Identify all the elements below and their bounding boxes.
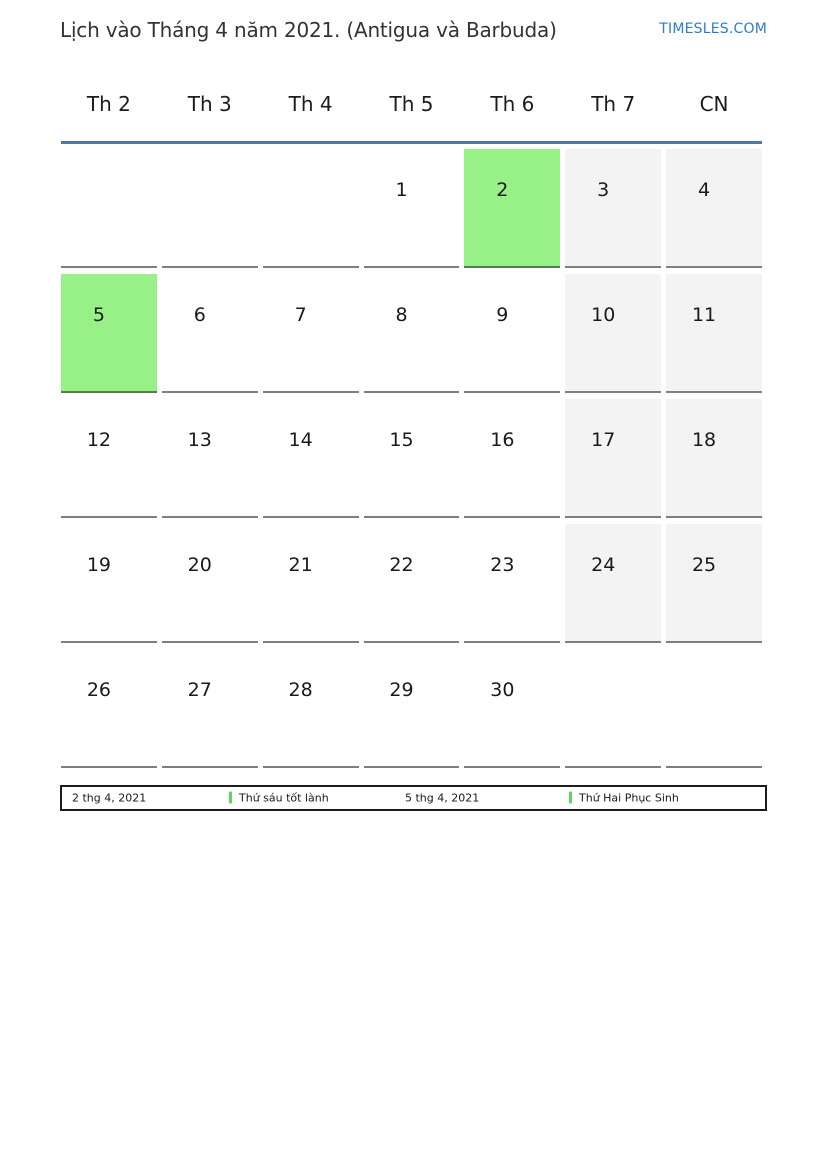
weekday-header-tue: Th 3 — [187, 92, 232, 116]
day-number: 20 — [187, 554, 212, 576]
day-number: 15 — [389, 429, 414, 451]
day-cell — [464, 524, 560, 643]
top-bar — [60, 18, 767, 42]
calendar-grid — [61, 149, 762, 774]
weekday-header-sun: CN — [699, 92, 729, 116]
week-row — [61, 524, 762, 643]
day-cell — [263, 524, 359, 643]
day-cell — [666, 399, 762, 518]
day-number: 14 — [288, 429, 313, 451]
holiday-legend-bar — [60, 785, 767, 811]
day-cell — [565, 149, 661, 268]
day-number: 7 — [294, 304, 307, 326]
weekday-header-thu: Th 5 — [389, 92, 434, 116]
day-number: 28 — [288, 679, 313, 701]
weekday-header-mon: Th 2 — [86, 92, 131, 116]
legend-holiday-entry-2 — [569, 792, 679, 805]
day-number: 11 — [691, 304, 717, 326]
day-cell — [364, 649, 460, 768]
day-number: 23 — [490, 554, 515, 576]
page-title: Lịch vào Tháng 4 năm 2021. (Antigua và Barbuda) — [60, 18, 557, 42]
day-cell — [565, 399, 661, 518]
week-row — [61, 649, 762, 768]
day-cell — [364, 274, 460, 393]
day-cell — [464, 149, 560, 268]
day-number: 29 — [389, 679, 414, 701]
weekday-header-sat: Th 7 — [591, 92, 636, 116]
day-cell — [565, 524, 661, 643]
day-cell — [364, 399, 460, 518]
week-row — [61, 399, 762, 518]
day-number: 30 — [490, 679, 515, 701]
header-divider-line — [61, 141, 762, 144]
day-cell — [666, 274, 762, 393]
day-cell — [263, 649, 359, 768]
legend-date-2: 5 thg 4, 2021 — [405, 791, 480, 805]
day-number: 10 — [591, 304, 616, 326]
day-number: 21 — [288, 554, 313, 576]
day-cell — [61, 274, 157, 393]
day-number: 16 — [490, 429, 515, 451]
empty-cell — [61, 149, 157, 268]
day-number: 12 — [86, 429, 112, 451]
day-cell — [666, 524, 762, 643]
day-number: 2 — [496, 179, 509, 201]
week-row — [61, 149, 762, 268]
day-number: 26 — [86, 679, 112, 701]
day-cell — [162, 274, 258, 393]
day-cell — [464, 399, 560, 518]
day-number: 17 — [591, 429, 616, 451]
holiday-marker-icon — [229, 792, 232, 804]
day-number: 24 — [591, 554, 616, 576]
day-cell — [464, 274, 560, 393]
day-number: 19 — [86, 554, 112, 576]
day-cell — [364, 524, 460, 643]
holiday-marker-icon — [569, 792, 572, 804]
day-number: 18 — [691, 429, 717, 451]
day-cell — [162, 524, 258, 643]
day-cell — [565, 274, 661, 393]
empty-cell — [666, 649, 762, 768]
empty-cell — [263, 149, 359, 268]
weekday-header-wed: Th 4 — [288, 92, 333, 116]
day-cell — [666, 149, 762, 268]
day-number: 25 — [691, 554, 717, 576]
legend-date-1: 2 thg 4, 2021 — [72, 791, 147, 805]
week-row — [61, 274, 762, 393]
day-cell — [162, 399, 258, 518]
day-cell — [464, 649, 560, 768]
day-number: 5 — [92, 304, 105, 326]
empty-cell — [162, 149, 258, 268]
legend-holiday-entry-1 — [229, 792, 329, 805]
legend-holiday-name-1: Thứ sáu tốt lành — [239, 791, 329, 805]
weekday-header-fri: Th 6 — [490, 92, 535, 116]
day-number: 6 — [193, 304, 206, 326]
day-number: 13 — [187, 429, 212, 451]
day-number: 1 — [395, 179, 408, 201]
day-number: 9 — [496, 304, 509, 326]
day-number: 22 — [389, 554, 414, 576]
day-number: 8 — [395, 304, 408, 326]
day-cell — [364, 149, 460, 268]
day-number: 27 — [187, 679, 212, 701]
day-cell — [263, 399, 359, 518]
day-cell — [61, 399, 157, 518]
day-number: 4 — [698, 179, 711, 201]
day-cell — [61, 649, 157, 768]
empty-cell — [565, 649, 661, 768]
brand-link[interactable]: TIMESLES.COM — [659, 21, 767, 37]
day-cell — [162, 649, 258, 768]
weekday-header-row — [61, 90, 762, 118]
day-cell — [61, 524, 157, 643]
day-number: 3 — [597, 179, 610, 201]
day-cell — [263, 274, 359, 393]
legend-holiday-name-2: Thứ Hai Phục Sinh — [579, 791, 679, 805]
